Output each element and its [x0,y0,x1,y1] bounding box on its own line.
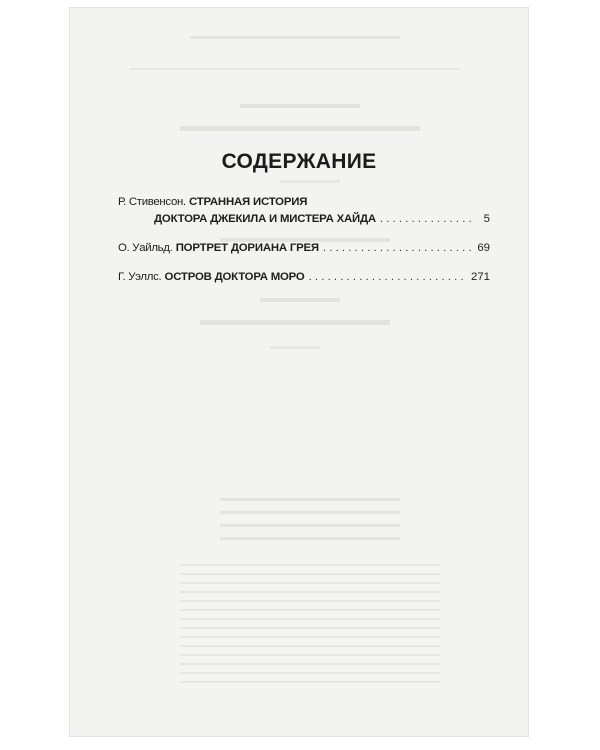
toc-entry-author: Р. Стивенсон. [118,196,186,208]
book-page [70,8,528,736]
toc-entry-title: ОСТРОВ ДОКТОРА МОРО [164,271,305,283]
toc-entry-wells[interactable] [118,269,490,286]
show-through-texture [70,8,528,736]
toc-entry-author: Г. Уэллс. [118,271,162,283]
toc-title: СОДЕРЖАНИЕ [221,150,377,173]
toc-entry-page: 5 [483,213,490,225]
toc-entry-page: 271 [470,271,490,283]
dot-leader [309,269,467,286]
toc-entry-title-cont: ДОКТОРА ДЖЕКИЛА И МИСТЕРА ХАЙДА [154,213,376,225]
dot-leader [323,240,472,257]
toc-entry-stevenson[interactable] [118,194,490,228]
toc-entry-author: О. Уайльд. [118,242,173,254]
toc-entry-title: ПОРТРЕТ ДОРИАНА ГРЕЯ [175,242,319,254]
toc-entry-title: СТРАННАЯ ИСТОРИЯ [189,196,308,208]
dot-leader [380,211,472,228]
toc-list [118,194,490,286]
toc-entry-page: 69 [477,242,490,254]
toc-entry-wilde[interactable] [118,240,490,257]
